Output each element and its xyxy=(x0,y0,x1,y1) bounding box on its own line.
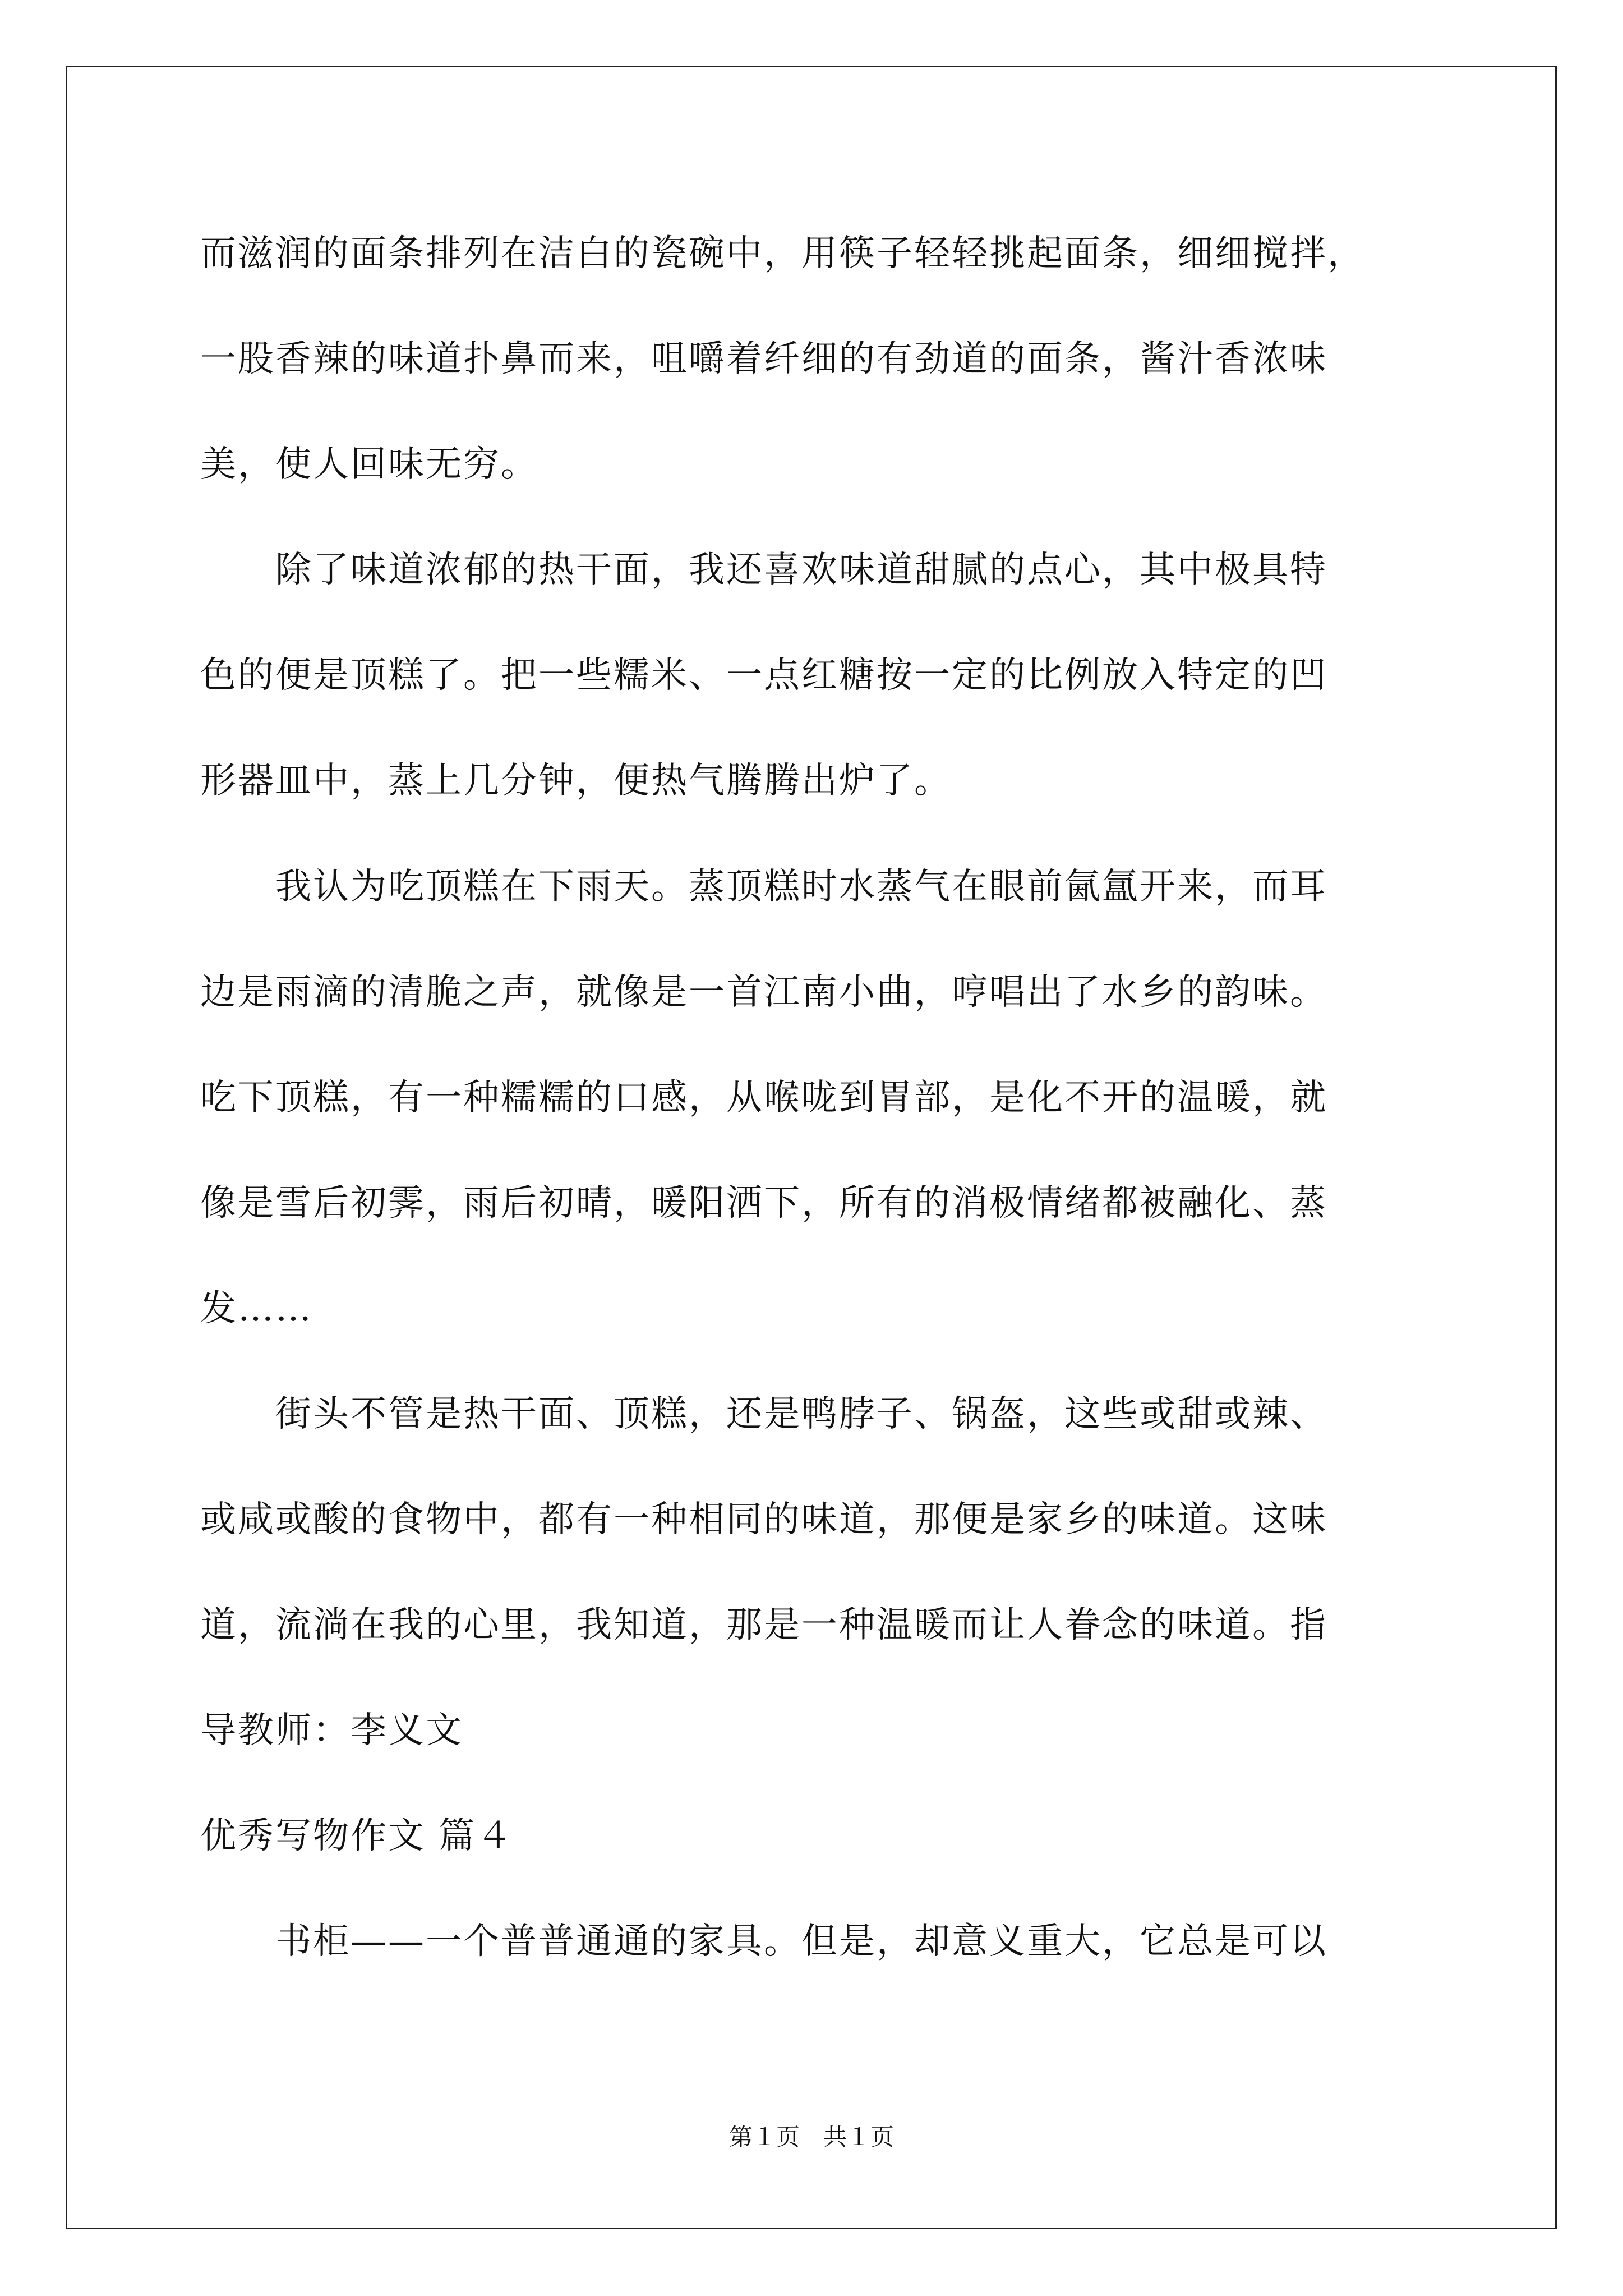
text-line: 发…… xyxy=(200,1288,313,1329)
text-line: 色的便是顶糕了。把一些糯米、一点红糖按一定的比例放入特定的凹 xyxy=(200,655,1327,696)
text-line: 而滋润的面条排列在洁白的瓷碗中，用筷子轻轻挑起面条，细细搅拌， xyxy=(200,233,1365,274)
text-line: 美，使人回味无穷。 xyxy=(200,444,538,485)
text-line: 边是雨滴的清脆之声，就像是一首江南小曲，哼唱出了水乡的韵味。 xyxy=(200,972,1327,1013)
text-line: 或咸或酸的食物中，都有一种相同的味道，那便是家乡的味道。这味 xyxy=(200,1499,1327,1540)
page-border xyxy=(66,66,1557,2229)
text-line: 除了味道浓郁的热干面，我还喜欢味道甜腻的点心，其中极具特 xyxy=(200,549,1327,591)
text-line: 书柜——一个普普通通的家具。但是，却意义重大，它总是可以 xyxy=(200,1921,1327,1962)
text-line: 形器皿中，蒸上几分钟，便热气腾腾出炉了。 xyxy=(200,760,952,802)
section-heading: 优秀写物作文 篇４ xyxy=(200,1815,514,1857)
text-line: 像是雪后初霁，雨后初晴，暖阳洒下，所有的消极情绪都被融化、蒸 xyxy=(200,1182,1327,1224)
text-line: 吃下顶糕，有一种糯糯的口感，从喉咙到胃部，是化不开的温暖，就 xyxy=(200,1077,1327,1119)
page-number-footer: 第１页 共１页 xyxy=(728,2123,894,2151)
text-line: 街头不管是热干面、顶糕，还是鸭脖子、锅盔，这些或甜或辣、 xyxy=(200,1393,1327,1435)
text-line: 道，流淌在我的心里，我知道，那是一种温暖而让人眷念的味道。指 xyxy=(200,1604,1327,1646)
text-line: 一股香辣的味道扑鼻而来，咀嚼着纤细的有劲道的面条，酱汁香浓味 xyxy=(200,338,1327,380)
text-line: 导教师：李义文 xyxy=(200,1710,463,1751)
text-line: 我认为吃顶糕在下雨天。蒸顶糕时水蒸气在眼前氤氲开来，而耳 xyxy=(200,866,1327,908)
